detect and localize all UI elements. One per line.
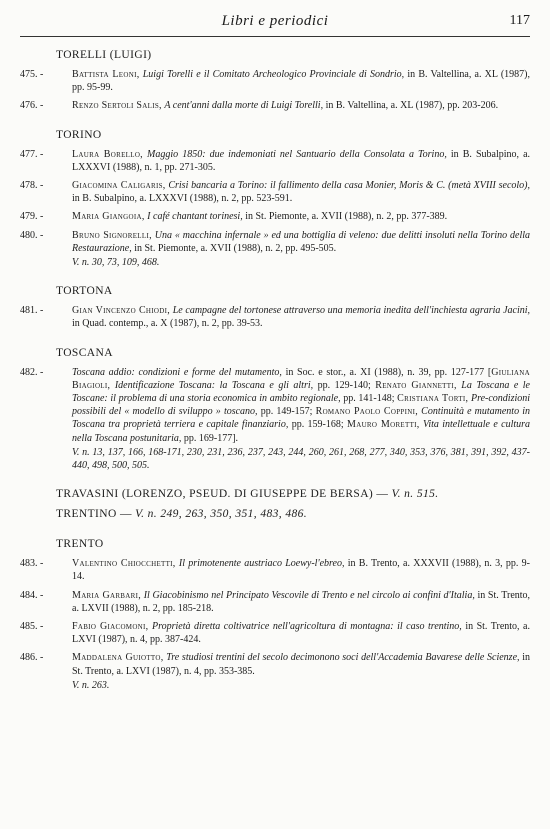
sub-title: Identificazione Toscana: la Toscana e gli altri,	[114, 379, 314, 391]
cross-ref-heading-text: TRENTINO —	[56, 508, 132, 521]
entry-title: Una « macchina infernale » ed una bottiglia di veleno: due delitti insoluti nella Torino della Restaurazione,	[72, 229, 531, 254]
entry-citation: in B. Subalpino, a. LXXXVI (1988), n. 1, pp. 271-305.	[72, 148, 531, 173]
entry-text	[72, 99, 530, 112]
sub-title: La Toscana e le Toscane: il problema di una storia economica in ambito regionale,	[72, 379, 530, 405]
entry-author: Maddalena Guiotto,	[72, 652, 164, 664]
sub-author: Mauro Moretti,	[347, 419, 420, 431]
section-heading: TORELLI (LUIGI)	[56, 49, 152, 61]
entry-title: Crisi bancaria a Torino: il fallimento della casa Monier, Moris & C. (metà XVIII secolo),	[168, 180, 531, 192]
cross-ref-heading-text: TRAVASINI (LORENZO, PSEUD. DI GIUSEPPE DE BERSA) —	[56, 488, 389, 501]
running-title: Libri e periodici	[221, 13, 329, 29]
entry-title: A cent'anni dalla morte di Luigi Torelli,	[164, 100, 324, 112]
section-heading: TRENTO	[56, 538, 104, 551]
bibliography-entry	[20, 99, 530, 112]
sub-pages: pp. 169-177].	[183, 432, 239, 444]
entry-author: Fabio Giacomoni,	[72, 621, 149, 633]
cross-reference: V. n. 13, 137, 166, 168-171, 230, 231, 236, 237, 243, 244, 260, 261, 268, 277, 340, 353, 376, 381, 391, 392, 437-440, 498, 500, 505.	[72, 446, 530, 472]
entry-citation: in Soc. e stor., a. XI (1988), n. 39, pp. 127-177 [	[285, 366, 492, 378]
bibliography-entry	[20, 68, 530, 94]
entry-number: 485. -	[20, 621, 44, 633]
cross-reference: V. n. 263.	[72, 679, 110, 691]
entry-number: 479. -	[20, 211, 44, 223]
entry-text	[72, 68, 530, 94]
entry-title: Luigi Torelli e il Comitato Archeologico Provinciale di Sondrio,	[142, 69, 405, 80]
section-heading: TORINO	[56, 128, 102, 141]
bibliography-entry	[20, 620, 530, 646]
entry-citation: in B. Valtellina, a. XL (1987), pp. 95-99.	[72, 69, 531, 94]
running-header	[20, 12, 530, 37]
entry-text	[72, 304, 530, 330]
entry-text	[72, 210, 530, 223]
entry-title: Tre studiosi trentini del secolo decimonono soci dell'Accademia Bavarese delle Scienze,	[166, 652, 520, 664]
entry-number: 480. -	[20, 229, 44, 241]
cross-ref-heading	[56, 487, 530, 501]
bibliography-entry	[20, 651, 530, 692]
entry-citation: in B. Subalpino, a. LXXXVI (1988), n. 2, pp. 523-591.	[72, 193, 293, 205]
entry-number: 486. -	[20, 652, 44, 664]
cross-reference: V. n. 515.	[391, 488, 439, 501]
entry-citation: in Quad. contemp., a. X (1987), n. 2, pp. 39-53.	[72, 318, 263, 330]
bibliography-entry	[20, 366, 530, 473]
page-number: 117	[509, 13, 530, 28]
bibliography-entry	[20, 304, 530, 330]
entry-title: Le campagne del tortonese attraverso una memoria inedita dell'inchiesta agraria Jacini,	[172, 305, 531, 317]
entry-number: 477. -	[20, 148, 44, 160]
entry-author: Maria Garbari,	[72, 589, 142, 601]
entry-number: 476. -	[20, 100, 44, 112]
entry-author: Battista Leoni,	[72, 69, 140, 80]
sub-author: Renato Giannetti,	[375, 379, 457, 391]
entry-number: 478. -	[20, 180, 44, 192]
bibliography-entry	[20, 557, 530, 583]
sub-pages: pp. 129-140;	[317, 379, 371, 391]
entry-text	[72, 651, 530, 692]
entry-author: Maria Giangoia,	[72, 211, 145, 223]
entry-author: Bruno Signorelli,	[72, 229, 152, 241]
section-heading: TOSCANA	[56, 346, 113, 359]
sub-title: Continuità e mutamento in Toscana tra proprietà terriera e capitale finanziario,	[72, 406, 531, 431]
entry-citation: in St. Piemonte, a. XVII (1988), n. 2, pp. 377-389.	[245, 211, 448, 223]
entry-text	[72, 229, 530, 270]
cross-ref-heading	[56, 507, 530, 521]
entry-title: Toscana addio: condizioni e forme del mutamento,	[72, 366, 282, 378]
bibliography-entry	[20, 229, 530, 270]
entry-title: Maggio 1850: due indemoniati nel Santuario della Consolata a Torino,	[147, 148, 447, 160]
entry-citation: in St. Trento, a. LXVI (1987), n. 4, pp. 353-385.	[72, 652, 531, 677]
entry-citation: in St. Trento, a. LXVII (1988), n. 2, pp. 185-218.	[72, 589, 531, 614]
entry-author: Valentino Chiocchetti,	[72, 558, 176, 570]
sub-author: Giuliana Biagioli,	[72, 366, 530, 391]
sub-pages: pp. 141-148;	[343, 393, 395, 405]
entry-citation: in B. Valtellina, a. XL (1987), pp. 203-206.	[325, 100, 499, 112]
bibliography-list	[20, 48, 530, 697]
entry-number: 475. -	[20, 69, 44, 80]
bibliography-entry	[20, 589, 530, 615]
sub-author: Romano Paolo Coppini,	[315, 406, 419, 418]
entry-text	[72, 589, 530, 615]
entry-author: Giacomina Caligaris,	[72, 180, 166, 192]
sub-pages: pp. 149-157;	[260, 406, 313, 418]
bibliography-entry	[20, 179, 530, 205]
sub-title: Pre-condizioni possibili del « modello di sviluppo » toscano,	[72, 393, 531, 418]
entry-text	[72, 557, 530, 583]
entry-text	[72, 366, 530, 473]
entry-title: Proprietà diretta coltivatrice nell'agricoltura di montagna: il caso trentino,	[151, 621, 462, 633]
cross-reference: V. n. 249, 263, 350, 351, 483, 486.	[135, 508, 308, 521]
entry-number: 483. -	[20, 558, 44, 570]
entry-title: Il primotenente austriaco Loewy-l'ebreo,	[178, 558, 345, 570]
entry-author: Gian Vincenzo Chiodi,	[72, 305, 171, 317]
entry-number: 481. -	[20, 305, 44, 317]
entry-author: Laura Borello,	[72, 148, 143, 160]
sub-title: Vita intellettuale e cultura nella Toscana postunitaria,	[72, 419, 531, 444]
entry-number: 482. -	[20, 366, 44, 378]
entry-author: Renzo Sertoli Salis,	[72, 100, 162, 112]
section-heading: TORTONA	[56, 285, 113, 298]
cross-reference: V. n. 30, 73, 109, 468.	[72, 257, 160, 269]
entry-text	[72, 148, 530, 174]
entry-citation: in B. Trento, a. XXXVII (1988), n. 3, pp. 9-14.	[72, 558, 531, 583]
entry-title: I café chantant torinesi,	[147, 211, 243, 223]
sub-author: Cristiana Torti,	[397, 393, 469, 405]
entry-text	[72, 179, 530, 205]
bibliography-entry	[20, 148, 530, 174]
entry-citation: in St. Trento, a. LXVI (1987), n. 4, pp. 387-424.	[72, 621, 530, 646]
sub-pages: pp. 159-168;	[291, 419, 344, 431]
entry-citation: in St. Piemonte, a. XVII (1988), n. 2, pp. 495-505.	[134, 242, 337, 254]
entry-title: Il Giacobinismo nel Principato Vescovile di Trento e nel circolo ai confini d'Italia,	[143, 589, 475, 601]
entry-number: 484. -	[20, 589, 44, 601]
bibliography-entry	[20, 210, 530, 223]
entry-text	[72, 620, 530, 646]
